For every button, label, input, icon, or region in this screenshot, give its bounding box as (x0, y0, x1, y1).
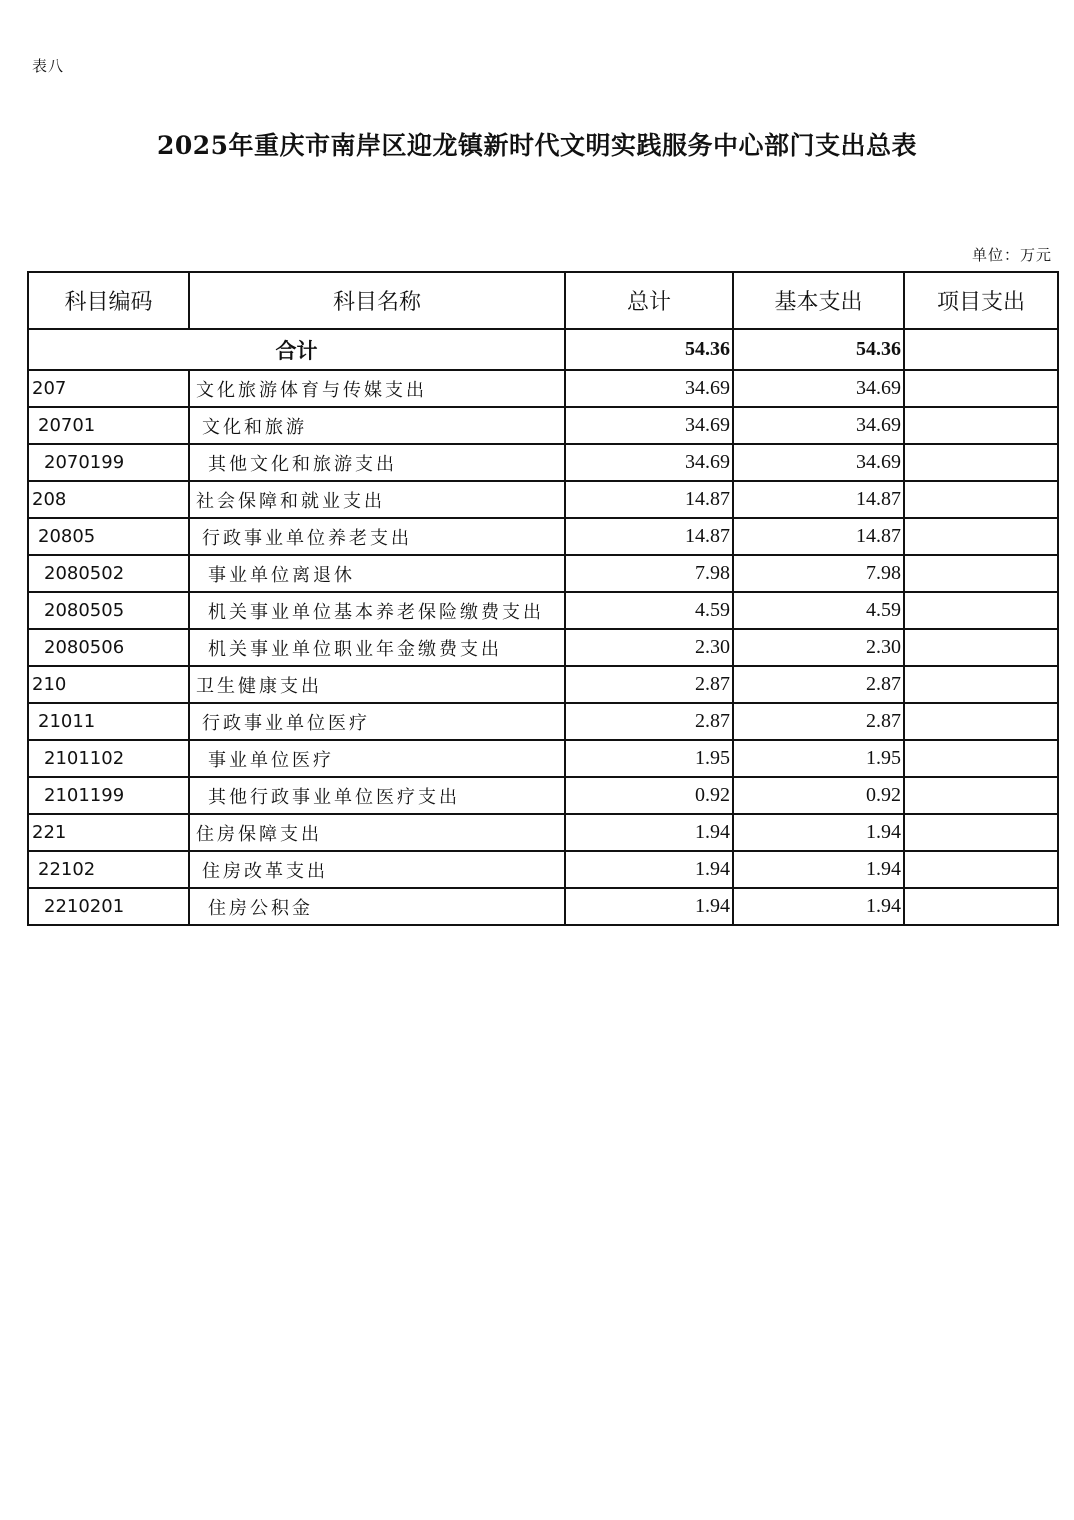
row-name: 其他行政事业单位医疗支出 (189, 777, 565, 814)
row-basic: 2.87 (733, 666, 904, 703)
row-project (904, 518, 1058, 555)
row-project (904, 444, 1058, 481)
table-row (28, 740, 1058, 777)
row-basic: 34.69 (733, 407, 904, 444)
table-row (28, 481, 1058, 518)
row-basic: 1.94 (733, 888, 904, 925)
row-name: 事业单位医疗 (189, 740, 565, 777)
row-project (904, 814, 1058, 851)
row-basic: 14.87 (733, 518, 904, 555)
row-basic: 2.30 (733, 629, 904, 666)
row-name: 文化和旅游 (189, 407, 565, 444)
row-name: 住房改革支出 (189, 851, 565, 888)
header-total: 总计 (565, 272, 733, 329)
document-tag: 表八 (32, 57, 65, 75)
row-basic: 1.94 (733, 814, 904, 851)
table-row (28, 888, 1058, 925)
row-name: 机关事业单位基本养老保险缴费支出 (189, 592, 565, 629)
row-total: 7.98 (565, 555, 733, 592)
row-total: 14.87 (565, 481, 733, 518)
row-basic: 14.87 (733, 481, 904, 518)
row-project (904, 777, 1058, 814)
row-code: 2210201 (28, 888, 189, 925)
table-row (28, 666, 1058, 703)
row-name: 住房公积金 (189, 888, 565, 925)
row-code: 210 (28, 666, 189, 703)
row-total: 1.94 (565, 888, 733, 925)
row-code: 2080505 (28, 592, 189, 629)
row-name: 机关事业单位职业年金缴费支出 (189, 629, 565, 666)
row-project (904, 703, 1058, 740)
table-row (28, 407, 1058, 444)
header-code: 科目编码 (28, 272, 189, 329)
row-code: 2070199 (28, 444, 189, 481)
row-name: 社会保障和就业支出 (189, 481, 565, 518)
document-title: 2025年重庆市南岸区迎龙镇新时代文明实践服务中心部门支出总表 (156, 131, 918, 160)
row-basic: 0.92 (733, 777, 904, 814)
row-project (904, 888, 1058, 925)
unit-label: 单位：万元 (971, 246, 1052, 264)
row-total: 4.59 (565, 592, 733, 629)
row-name: 行政事业单位养老支出 (189, 518, 565, 555)
row-code: 207 (28, 370, 189, 407)
row-basic: 4.59 (733, 592, 904, 629)
total-basic: 54.36 (733, 329, 904, 370)
row-project (904, 666, 1058, 703)
table-row (28, 629, 1058, 666)
row-code: 20805 (28, 518, 189, 555)
row-basic: 1.95 (733, 740, 904, 777)
table-row (28, 703, 1058, 740)
row-total: 0.92 (565, 777, 733, 814)
table-row (28, 444, 1058, 481)
total-label: 合计 (28, 329, 565, 370)
row-project (904, 481, 1058, 518)
row-project (904, 555, 1058, 592)
row-project (904, 370, 1058, 407)
row-project (904, 740, 1058, 777)
row-total: 1.94 (565, 814, 733, 851)
row-code: 2101102 (28, 740, 189, 777)
row-code: 20701 (28, 407, 189, 444)
total-sum: 54.36 (565, 329, 733, 370)
row-total: 34.69 (565, 370, 733, 407)
row-code: 221 (28, 814, 189, 851)
row-project (904, 592, 1058, 629)
row-total: 14.87 (565, 518, 733, 555)
row-basic: 2.87 (733, 703, 904, 740)
total-project (904, 329, 1058, 370)
row-total: 2.87 (565, 703, 733, 740)
table-row (28, 592, 1058, 629)
row-total: 1.94 (565, 851, 733, 888)
table-header-row (28, 272, 1058, 329)
header-basic: 基本支出 (733, 272, 904, 329)
row-name: 文化旅游体育与传媒支出 (189, 370, 565, 407)
row-total: 34.69 (565, 407, 733, 444)
row-project (904, 629, 1058, 666)
header-project: 项目支出 (904, 272, 1058, 329)
row-basic: 1.94 (733, 851, 904, 888)
row-total: 34.69 (565, 444, 733, 481)
row-code: 2080506 (28, 629, 189, 666)
row-code: 21011 (28, 703, 189, 740)
table-row (28, 370, 1058, 407)
row-basic: 34.69 (733, 444, 904, 481)
row-name: 事业单位离退休 (189, 555, 565, 592)
table-row (28, 518, 1058, 555)
row-code: 2080502 (28, 555, 189, 592)
expenditure-table (27, 271, 1059, 926)
row-code: 22102 (28, 851, 189, 888)
row-basic: 7.98 (733, 555, 904, 592)
row-name: 住房保障支出 (189, 814, 565, 851)
row-name: 其他文化和旅游支出 (189, 444, 565, 481)
row-project (904, 407, 1058, 444)
row-total: 1.95 (565, 740, 733, 777)
table-row (28, 851, 1058, 888)
row-code: 2101199 (28, 777, 189, 814)
total-row (28, 329, 1058, 370)
row-code: 208 (28, 481, 189, 518)
row-total: 2.30 (565, 629, 733, 666)
row-total: 2.87 (565, 666, 733, 703)
table-row (28, 555, 1058, 592)
header-name: 科目名称 (189, 272, 565, 329)
table-row (28, 777, 1058, 814)
table-row (28, 814, 1058, 851)
row-project (904, 851, 1058, 888)
row-name: 行政事业单位医疗 (189, 703, 565, 740)
row-name: 卫生健康支出 (189, 666, 565, 703)
row-basic: 34.69 (733, 370, 904, 407)
